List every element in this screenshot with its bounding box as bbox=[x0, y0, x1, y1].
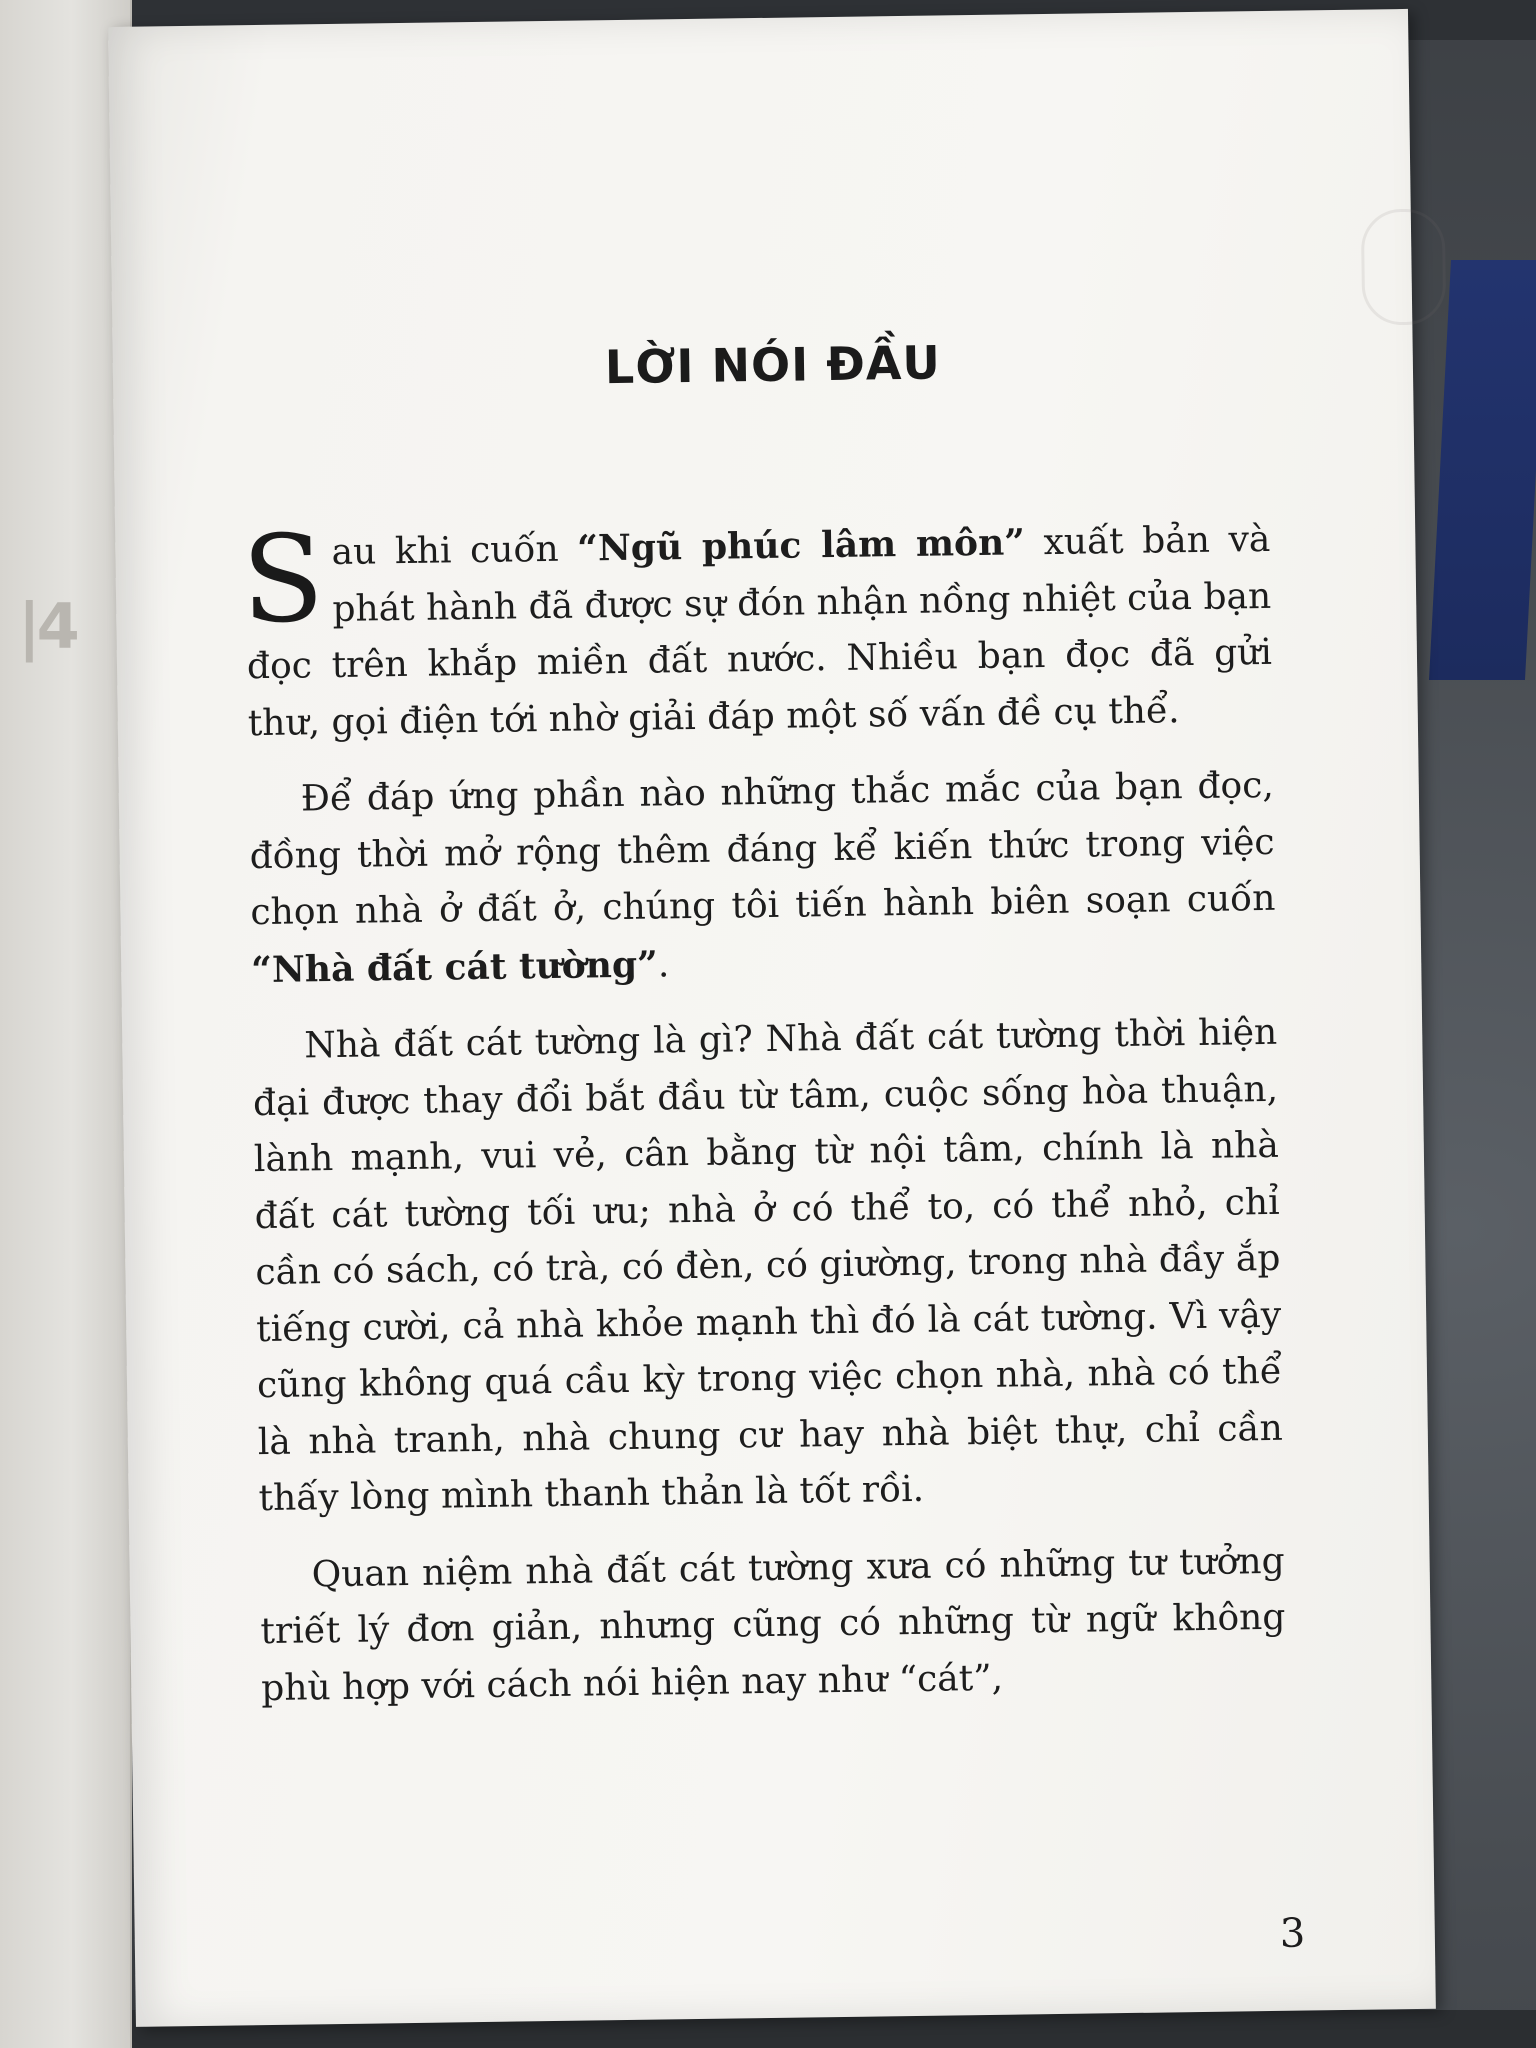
paragraph-2-text-b: . bbox=[657, 943, 670, 985]
book-title-nha-dat-cat-tuong: “Nhà đất cát tường” bbox=[250, 942, 659, 991]
paragraph-2-text-a: Để đáp ứng phần nào những thắc mắc của bạn đọc, đồng thời mở rộng thêm đáng kể kiến thức trong việc chọn nhà ở đất ở, chúng tôi tiến hành biên soạn cuốn bbox=[249, 764, 1276, 934]
page-title: LỜI NÓI ĐẦU bbox=[604, 335, 942, 395]
paragraph-3: Nhà đất cát tường là gì? Nhà đất cát tường thời hiện đại được thay đổi bắt đầu từ tâm, cuộc sống hòa thuận, lành mạnh, vui vẻ, cân bằng từ nội tâm, chính là nhà đất cát tường tối ưu; nhà ở có thể to, có thể nhỏ, chỉ cần có sách, có trà, có đèn, có giường, trong nhà đầy ắp tiếng cười, cả nhà khỏe mạnh thì đó là cát tường. Vì vậy cũng không quá cầu kỳ trong việc chọn nhà, nhà có thể là nhà tranh, nhà chung cư hay nhà biệt thự, chỉ cần thấy lòng mình thanh thản là tốt rồi. bbox=[252, 1011, 1284, 1520]
paragraph-1-text-b: xuất bản và phát hành đã được sự đón nhận nồng nhiệt của bạn đọc trên khắp miền đất nước. Nhiều bạn đọc đã gửi thư, gọi điện tới nhờ giải đáp một số vấn đề cụ thể. bbox=[246, 518, 1273, 744]
paragraph-1-text-a: au khi cuốn bbox=[331, 528, 578, 574]
paragraph-1 bbox=[240, 510, 1273, 752]
previous-page-bleed-mark: |4 bbox=[18, 590, 76, 663]
body-text bbox=[240, 510, 1287, 1737]
book-page bbox=[108, 9, 1436, 2027]
drop-cap-letter: S bbox=[240, 510, 325, 651]
paragraph-4: Quan niệm nhà đất cát tường xưa có những tư tưởng triết lý đơn giản, nhưng cũng có những từ ngữ không phù hợp với cách nói hiện nay như “cát”, bbox=[260, 1540, 1286, 1709]
paragraph-2 bbox=[248, 758, 1276, 999]
book-title-ngu-phuc-lam-mon: “Ngũ phúc lâm môn” bbox=[576, 521, 1026, 570]
page-number: 3 bbox=[1279, 1910, 1306, 1957]
show-through-ornament bbox=[1361, 208, 1447, 325]
